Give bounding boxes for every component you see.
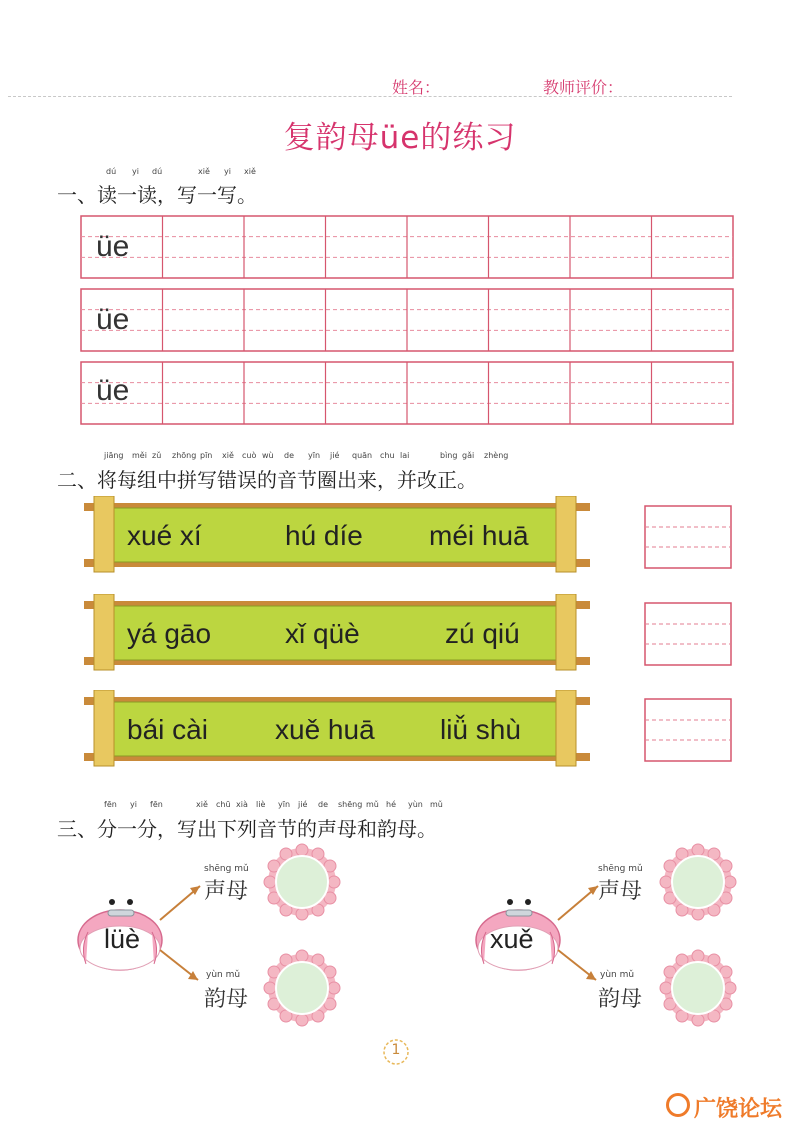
- scroll-3-word-3[interactable]: liǚ shù: [440, 714, 521, 745]
- scroll-1-word-1[interactable]: xué xí: [127, 520, 202, 551]
- writing-row[interactable]: [81, 289, 733, 351]
- pinyin-syllable: pīn: [200, 451, 213, 460]
- pinyin-syllable: zhōng: [172, 451, 197, 460]
- scroll-2-word-1[interactable]: yá gāo: [127, 618, 212, 649]
- practice-row-3-text: üe: [96, 374, 130, 407]
- item-1-shengmu-label: 声母: [204, 879, 249, 904]
- answer-box-2[interactable]: [644, 602, 734, 668]
- answer-box-3[interactable]: [644, 698, 734, 764]
- section2-pinyin: [104, 451, 524, 461]
- page-title: 复韵母üe的练习: [283, 120, 517, 156]
- pinyin-syllable: xiě: [222, 451, 234, 460]
- item-1-yunmu-answer[interactable]: [270, 958, 334, 1022]
- pinyin-syllable: de: [318, 800, 328, 809]
- section3-title: 三、分一分，写出下列音节的声母和韵母。: [57, 817, 437, 841]
- item-1-shengmu-answer[interactable]: [270, 852, 334, 916]
- section3-pinyin: [104, 800, 464, 810]
- pinyin-syllable: shēng: [338, 800, 363, 809]
- pinyin-syllable: jiāng: [104, 451, 124, 460]
- writing-row[interactable]: [81, 216, 733, 278]
- pinyin-syllable: měi: [132, 451, 147, 460]
- teacher-evaluation-label: 教师评价：: [543, 78, 624, 97]
- practice-row-2-text: üe: [96, 303, 130, 336]
- pinyin-syllable: zǔ: [152, 451, 162, 460]
- item-1-yunmu-label: 韵母: [204, 987, 249, 1012]
- pinyin-syllable: chū: [216, 800, 231, 809]
- name-label: 姓名：: [392, 78, 441, 97]
- header-divider: [8, 96, 732, 97]
- pinyin-syllable: yīn: [308, 451, 321, 460]
- item-1-yunmu-pinyin: yùn mǔ: [206, 970, 241, 980]
- pinyin-syllable: xiě: [196, 800, 208, 809]
- writing-row[interactable]: [81, 362, 733, 424]
- page-number: 1: [391, 1042, 401, 1058]
- pinyin-syllable: mǔ: [430, 800, 443, 809]
- scroll-1-word-2[interactable]: hú díe: [285, 520, 363, 551]
- scroll-3-word-1[interactable]: bái cài: [127, 714, 208, 745]
- item-1-shengmu-pinyin: shēng mǔ: [204, 864, 249, 874]
- pinyin-syllable: yi: [130, 800, 137, 809]
- pinyin-syllable: yīn: [278, 800, 291, 809]
- item-2-syllable: xuě: [490, 924, 534, 954]
- pinyin-syllable: zhèng: [484, 451, 509, 460]
- answer-box-1[interactable]: [644, 505, 734, 571]
- pinyin-syllable: wù: [262, 451, 274, 460]
- pinyin-syllable: quān: [352, 451, 373, 460]
- scroll-2-word-2[interactable]: xǐ qüè: [285, 618, 360, 649]
- pinyin-syllable: hé: [386, 800, 396, 809]
- watermark-logo-icon: [666, 1093, 690, 1117]
- item-2-yunmu-pinyin: yùn mǔ: [600, 970, 635, 980]
- section2-title: 二、将每组中拼写错误的音节圈出来，并改正。: [57, 468, 477, 492]
- pinyin-syllable: gǎi: [462, 451, 475, 460]
- scroll-1-word-3[interactable]: méi huā: [429, 520, 529, 551]
- pinyin-syllable: yùn: [408, 800, 423, 809]
- item-2-shengmu-label: 声母: [598, 879, 643, 904]
- pinyin-syllable: fēn: [150, 800, 163, 809]
- writing-grid[interactable]: [80, 215, 736, 427]
- pinyin-syllable: bìng: [440, 451, 458, 460]
- pinyin-syllable: chu: [380, 451, 395, 460]
- scroll-2-word-3[interactable]: zú qiú: [445, 618, 520, 649]
- scroll-3-word-2[interactable]: xuě huā: [275, 714, 375, 745]
- pinyin-syllable: jié: [330, 451, 340, 460]
- watermark-text: 广饶论坛: [694, 1097, 783, 1122]
- item-2-shengmu-answer[interactable]: [666, 852, 730, 916]
- pinyin-syllable: jié: [298, 800, 308, 809]
- section1-title: 一、读一读，写一写。: [57, 183, 257, 207]
- pinyin-syllable: de: [284, 451, 294, 460]
- pinyin-syllable: liè: [256, 800, 266, 809]
- item-1-syllable: lüè: [104, 924, 141, 954]
- pinyin-syllable: cuò: [242, 451, 257, 460]
- pinyin-syllable: xià: [236, 800, 248, 809]
- pinyin-syllable: fēn: [104, 800, 117, 809]
- item-2-yunmu-answer[interactable]: [666, 958, 730, 1022]
- pinyin-syllable: lai: [400, 451, 410, 460]
- practice-row-1-text: üe: [96, 230, 130, 263]
- item-2-shengmu-pinyin: shēng mǔ: [598, 864, 643, 874]
- pinyin-syllable: mǔ: [366, 800, 379, 809]
- item-2-yunmu-label: 韵母: [598, 987, 643, 1012]
